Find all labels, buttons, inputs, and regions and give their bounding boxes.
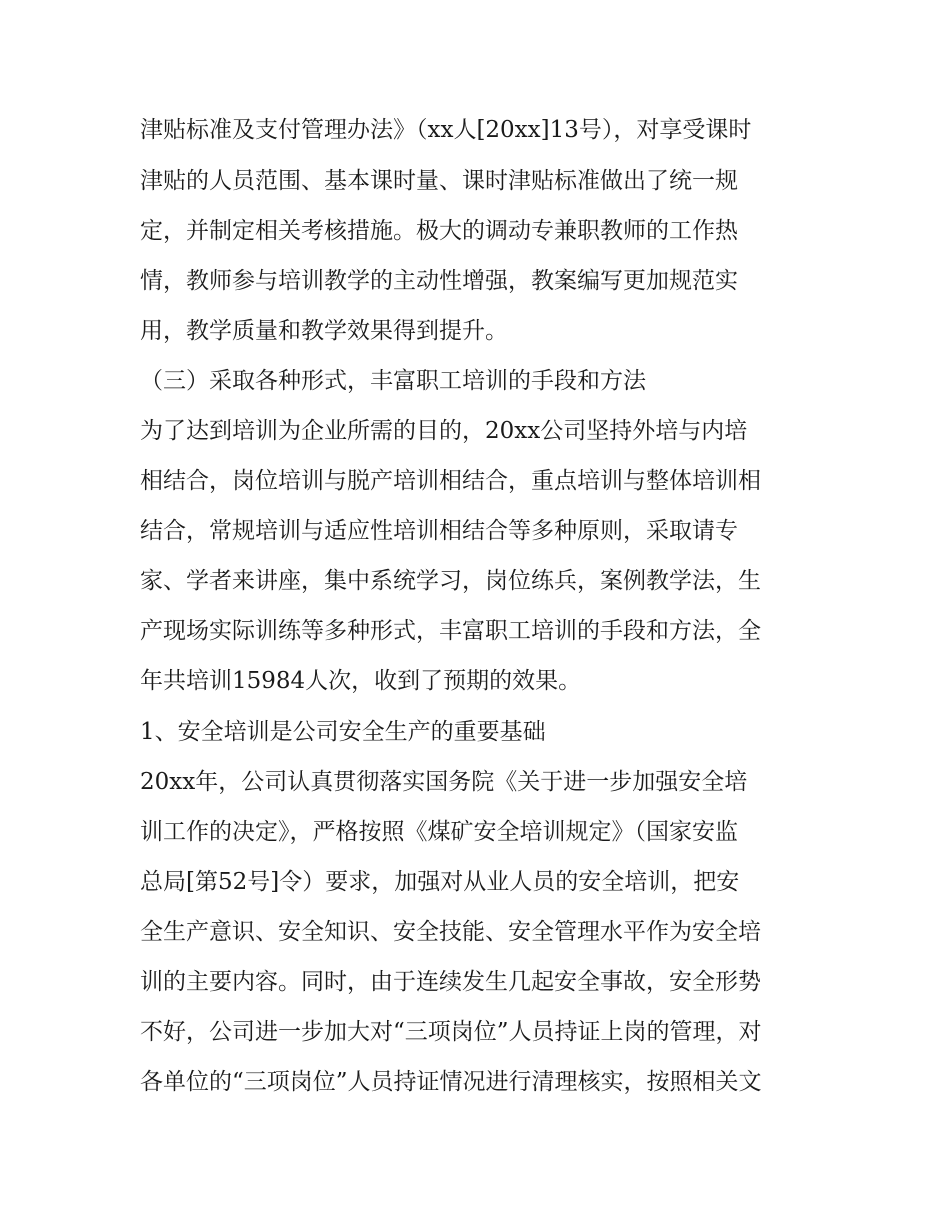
text-line: 各单位的“三项岗位”人员持证情况进行清理核实，按照相关文 [140, 1069, 762, 1095]
text-line: 训工作的决定》，严格按照《煤矿安全培训规定》（国家安监 [140, 819, 738, 845]
text-line: 不好，公司进一步加大对“三项岗位”人员持证上岗的管理，对 [140, 1019, 762, 1045]
text-line: 情，教师参与培训教学的主动性增强，教案编写更加规范实 [140, 268, 738, 294]
text-line: 20xx年，公司认真贯彻落实国务院《关于进一步加强安全培 [140, 769, 748, 795]
text-line: 定，并制定相关考核措施。极大的调动专兼职教师的工作热 [140, 218, 738, 244]
subsection-heading: 1、安全培训是公司安全生产的重要基础 [140, 719, 546, 745]
text-line: 为了达到培训为企业所需的目的，20xx公司坚持外培与内培 [140, 418, 748, 444]
text-line: 结合，常规培训与适应性培训相结合等多种原则，采取请专 [140, 518, 738, 544]
text-line: 训的主要内容。同时，由于连续发生几起安全事故，安全形势 [140, 969, 761, 995]
section-heading: （三）采取各种形式，丰富职工培训的手段和方法 [140, 368, 646, 394]
text-line: 产现场实际训练等多种形式，丰富职工培训的手段和方法，全 [140, 618, 761, 644]
text-line: 津贴的人员范围、基本课时量、课时津贴标准做出了统一规 [140, 168, 738, 194]
text-line: 相结合，岗位培训与脱产培训相结合，重点培训与整体培训相 [140, 468, 761, 494]
text-line: 总局[第52号]令）要求，加强对从业人员的安全培训，把安 [140, 869, 740, 895]
text-line: 家、学者来讲座，集中系统学习，岗位练兵，案例教学法，生 [140, 568, 761, 594]
text-line: 年共培训15984人次，收到了预期的效果。 [140, 668, 582, 694]
text-line: 津贴标准及支付管理办法》（xx人[20xx]13号），对享受课时 [140, 117, 752, 143]
text-line: 用，教学质量和教学效果得到提升。 [140, 318, 508, 344]
text-line: 全生产意识、安全知识、安全技能、安全管理水平作为安全培 [140, 919, 761, 945]
